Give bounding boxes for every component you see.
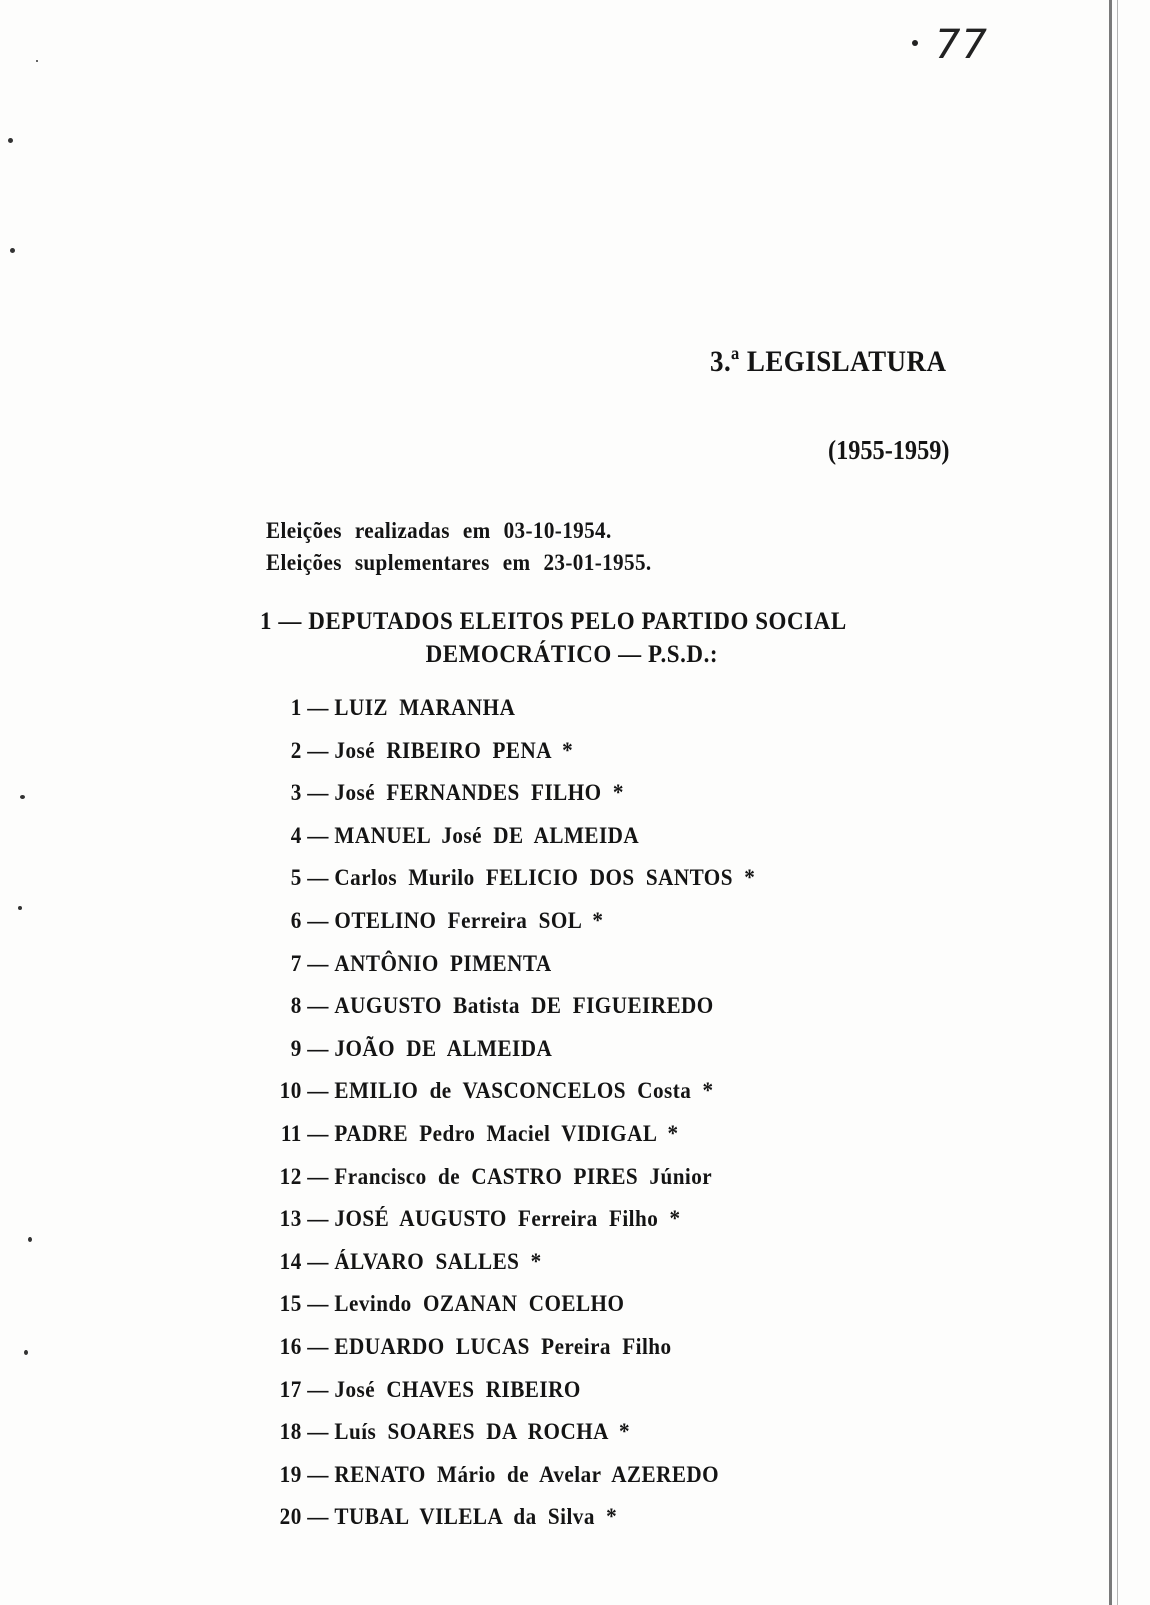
list-item	[276, 1116, 755, 1159]
deputy-number: 14	[279, 1248, 302, 1274]
page-edge-shadow	[1109, 0, 1112, 1605]
deputy-name: Carlos Murilo FELICIO DOS SANTOS *	[334, 865, 756, 891]
list-item	[276, 1031, 755, 1074]
deputy-name: José FERNANDES FILHO *	[334, 780, 624, 806]
scan-speck	[8, 138, 13, 143]
deputy-name: Francisco de CASTRO PIRES Júnior	[334, 1163, 713, 1189]
deputy-number: 10	[279, 1078, 302, 1104]
scan-speck	[24, 1350, 28, 1355]
dash: —	[307, 950, 329, 976]
deputy-name: EMILIO de VASCONCELOS Costa *	[334, 1078, 714, 1104]
list-item	[276, 775, 755, 818]
list-item	[276, 903, 755, 946]
deputy-number: 2	[290, 737, 302, 763]
section-heading-line2: DEMOCRÁTICO — P.S.D.:	[425, 641, 719, 668]
dash: —	[307, 737, 329, 763]
deputy-name: TUBAL VILELA da Silva *	[334, 1504, 618, 1530]
dash: —	[307, 780, 329, 806]
elections-regular: Eleições realizadas em 03-10-1954.	[266, 518, 612, 543]
scan-speck	[36, 60, 38, 62]
section-heading	[260, 605, 847, 671]
deputy-name: Luís SOARES DA ROCHA *	[334, 1419, 631, 1445]
list-item	[276, 1286, 755, 1329]
scan-speck	[20, 795, 25, 799]
deputy-name: ÁLVARO SALLES *	[334, 1248, 542, 1274]
dash: —	[307, 907, 329, 933]
dash: —	[307, 1291, 329, 1317]
list-item	[276, 1414, 755, 1457]
dash: —	[307, 1504, 329, 1530]
list-item	[276, 1201, 755, 1244]
deputy-name: Levindo OZANAN COELHO	[334, 1291, 625, 1317]
elections-info	[266, 515, 652, 579]
deputy-name: EDUARDO LUCAS Pereira Filho	[334, 1333, 672, 1359]
scan-speck	[28, 1237, 32, 1242]
dash: —	[307, 1163, 329, 1189]
legislature-period: (1955-1959)	[828, 435, 950, 465]
list-item	[276, 690, 755, 733]
deputy-number: 11	[280, 1120, 302, 1146]
scan-speck	[18, 906, 22, 910]
deputy-name: RENATO Mário de Avelar AZEREDO	[334, 1461, 720, 1487]
dash: —	[307, 1376, 329, 1402]
deputies-list	[276, 690, 755, 1542]
list-item	[276, 1457, 755, 1500]
deputy-name: José RIBEIRO PENA *	[334, 737, 574, 763]
deputy-name: JOÃO DE ALMEIDA	[334, 1035, 553, 1061]
list-item	[276, 1372, 755, 1415]
page-number-dot	[912, 40, 918, 46]
page-number: 77	[935, 22, 988, 68]
list-item	[276, 733, 755, 776]
deputy-number: 5	[290, 865, 302, 891]
dash: —	[307, 1078, 329, 1104]
dash: —	[307, 1461, 329, 1487]
deputy-name: PADRE Pedro Maciel VIDIGAL *	[334, 1120, 679, 1146]
deputy-number: 7	[290, 950, 302, 976]
deputy-number: 8	[290, 993, 302, 1019]
dash: —	[307, 822, 329, 848]
list-item	[276, 988, 755, 1031]
deputy-number: 1	[290, 695, 302, 720]
deputy-number: 15	[279, 1291, 302, 1317]
list-item	[276, 1329, 755, 1372]
dash: —	[307, 1333, 329, 1359]
list-item	[276, 860, 755, 903]
legislature-title: 3.ª LEGISLATURA	[710, 345, 947, 378]
list-item	[276, 1159, 755, 1202]
deputy-number: 17	[279, 1376, 302, 1402]
section-heading-line1: 1 — DEPUTADOS ELEITOS PELO PARTIDO SOCIAL	[260, 608, 847, 635]
deputy-number: 3	[290, 780, 302, 806]
deputy-number: 20	[279, 1504, 302, 1530]
list-item	[276, 946, 755, 989]
page-edge-line	[1117, 0, 1118, 1605]
deputy-number: 6	[290, 907, 302, 933]
deputy-name: AUGUSTO Batista DE FIGUEIREDO	[334, 993, 714, 1019]
deputy-number: 18	[279, 1419, 302, 1445]
deputy-name: MANUEL José DE ALMEIDA	[334, 822, 640, 848]
deputy-number: 13	[279, 1206, 302, 1232]
deputy-name: ANTÔNIO PIMENTA	[334, 950, 552, 976]
dash: —	[307, 695, 329, 720]
list-item	[276, 1499, 755, 1542]
list-item	[276, 1244, 755, 1287]
dash: —	[307, 1035, 329, 1061]
dash: —	[307, 865, 329, 891]
list-item	[276, 1073, 755, 1116]
dash: —	[307, 1419, 329, 1445]
deputy-number: 16	[279, 1333, 302, 1359]
deputy-name: LUIZ MARANHA	[334, 695, 516, 720]
dash: —	[307, 1248, 329, 1274]
elections-supplementary: Eleições suplementares em 23-01-1955.	[266, 550, 652, 575]
scan-speck	[10, 248, 15, 253]
deputy-name: José CHAVES RIBEIRO	[334, 1376, 581, 1402]
deputy-number: 4	[290, 822, 302, 848]
dash: —	[307, 1206, 329, 1232]
deputy-number: 12	[279, 1163, 302, 1189]
dash: —	[307, 993, 329, 1019]
deputy-name: JOSÉ AUGUSTO Ferreira Filho *	[334, 1206, 681, 1232]
deputy-number: 19	[279, 1461, 302, 1487]
deputy-name: OTELINO Ferreira SOL *	[334, 907, 604, 933]
list-item	[276, 818, 755, 861]
dash: —	[307, 1120, 329, 1146]
deputy-number: 9	[290, 1035, 302, 1061]
